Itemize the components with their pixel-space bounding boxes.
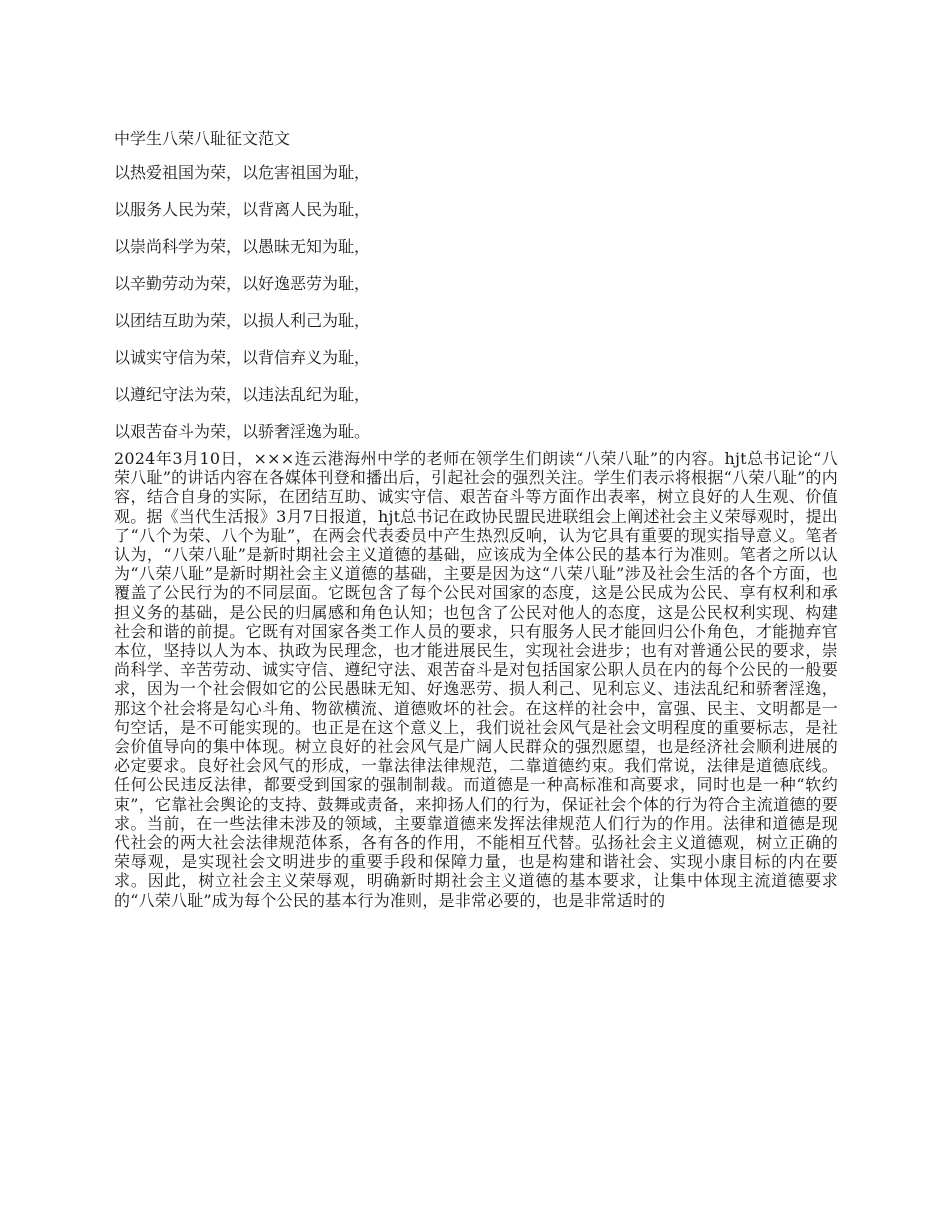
honor-line-1: 以热爱祖国为荣，以危害祖国为耻， — [114, 163, 371, 182]
honor-line-2: 以服务人民为荣，以背离人民为耻， — [114, 200, 371, 219]
honor-line-4: 以辛勤劳动为荣，以好逸恶劳为耻， — [114, 274, 371, 293]
honor-line-8: 以艰苦奋斗为荣，以骄奢淫逸为耻。 — [114, 422, 371, 441]
honor-line-5: 以团结互助为荣，以损人利己为耻， — [114, 311, 371, 330]
document-page — [114, 122, 838, 910]
honor-line-6: 以诚实守信为荣，以背信弃义为耻， — [114, 348, 371, 367]
document-title: 中学生八荣八耻征文范文 — [114, 129, 291, 148]
body-paragraph: 2024年3月10日，×××连云港海州中学的老师在领学生们朗读“八荣八耻”的内容。hjt总书记论“八荣八耻”的讲话内容在各媒体刊登和播出后，引起社会的强烈关注。学生们表示将根据“八荣八耻”的内容，结合自身的实际，在团结互助、诚实守信、艰苦奋斗等方面作出表率，树立良好的人生观、价值观。据《当代生活报》3月7日报道，hjt总书记在政协民盟民进联组会上阐述社会主义荣辱观时，提出了“八个为荣、八个为耻”，在两会代表委员中产生热烈反响，认为它具有重要的现实指导意义。笔者认为，“八荣八耻”是新时期社会主义道德的基础，应该成为全体公民的基本行为准则。笔者之所以认为“八荣八耻”是新时期社会主义道德的基础，主要是因为这“八荣八耻”涉及社会生活的各个方面，也覆盖了公民行为的不同层面。它既包含了每个公民对国家的态度，这是公民成为公民、享有权利和承担义务的基础，是公民的归属感和角色认知；也包含了公民对他人的态度，这是公民权利实现、构建社会和谐的前提。它既有对国家各类工作人员的要求，只有服务人民才能回归公仆角色，才能抛弃官本位，坚持以人为本、执政为民理念，也才能进展民生，实现社会进步；也有对普通公民的要求，崇尚科学、辛苦劳动、诚实守信、遵纪守法、艰苦奋斗是对包括国家公职人员在内的每个公民的一般要求，因为一个社会假如它的公民愚昧无知、好逸恶劳、损人利己、见利忘义、违法乱纪和骄奢淫逸，那这个社会将是勾心斗角、物欲横流、道德败坏的社会。在这样的社会中，富强、民主、文明都是一句空话，是不可能实现的。也正是在这个意义上，我们说社会风气是社会文明程度的重要标志，是社会价值导向的集中体现。树立良好的社会风气是广阔人民群众的强烈愿望，也是经济社会顺利进展的必定要求。良好社会风气的形成，一靠法律法律规范，二靠道德约束。我们常说，法律是道德底线。任何公民违反法律，都要受到国家的强制制裁。而道德是一种高标准和高要求，同时也是一种“软约束”，它靠社会舆论的支持、鼓舞或责备，来抑扬人们的行为，保证社会个体的行为符合主流道德的要求。当前，在一些法律未涉及的领域，主要靠道德来发挥法律规范人们行为的作用。法律和道德是现代社会的两大社会法律规范体系，各有各的作用，不能相互代替。弘扬社会主义道德观，树立正确的荣辱观，是实现社会文明进步的重要手段和保障力量，也是构建和谐社会、实现小康目标的内在要求。因此，树立社会主义荣辱观，明确新时期社会主义道德的基本要求，让集中体现主流道德要求的“八荣八耻”成为每个公民的基本行为准则，是非常必要的，也是非常适时的 — [114, 449, 838, 910]
honor-line-7: 以遵纪守法为荣，以违法乱纪为耻， — [114, 385, 371, 404]
honor-line-3: 以崇尚科学为荣，以愚昧无知为耻， — [114, 237, 371, 256]
